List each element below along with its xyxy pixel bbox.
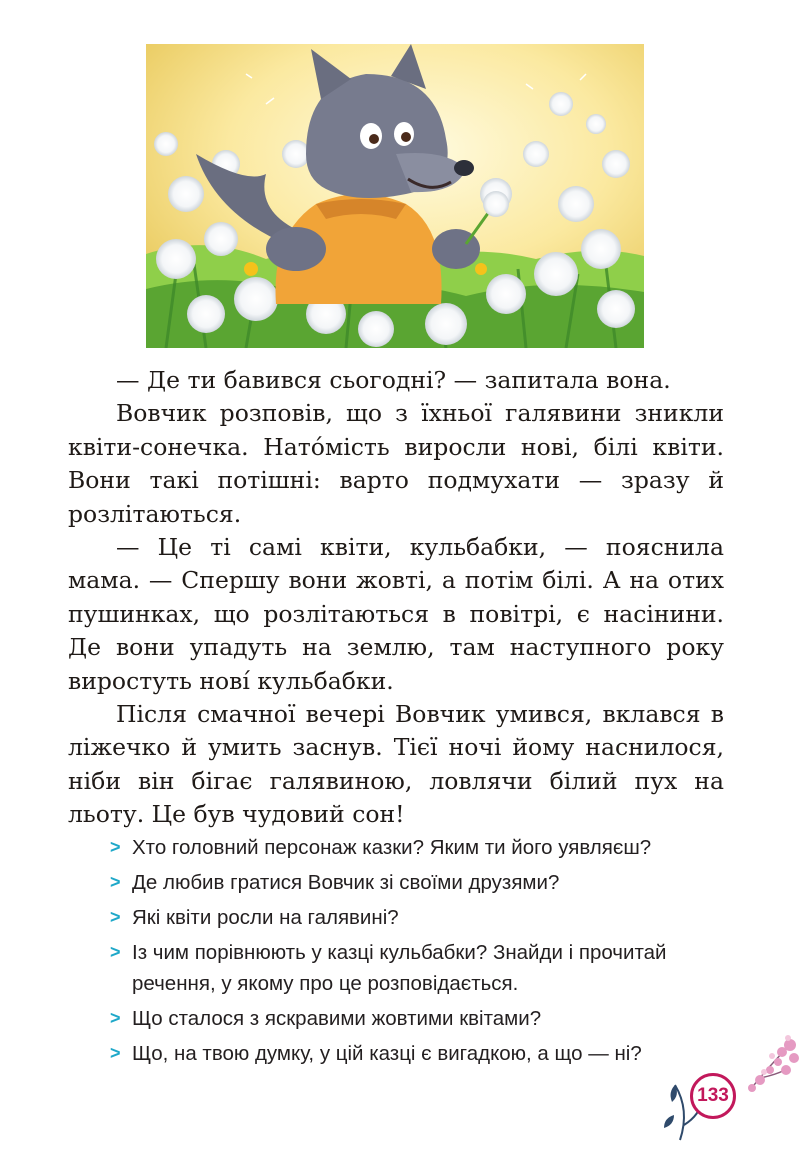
question-text: Які квіти росли на галявині? bbox=[132, 906, 399, 929]
story-text bbox=[68, 364, 724, 832]
story-paragraph: — Це ті самі квіти, кульбабки, — пояснила мама. — Спершу вони жовті, а потім білі. А на отих пушинках, що розлітаються в повітрі, є насінини. Де вони упадуть на землю, там наступного року виростуть нові́ кульбабки. bbox=[68, 533, 724, 695]
question-marker-icon: > bbox=[110, 1043, 121, 1063]
story-illustration bbox=[146, 44, 644, 348]
story-paragraph: Вовчик розповів, що з їхньої галявини зникли квіти-сонечка. Нато́мість виросли нові, білі квіти. Вони такі потішні: варто подмухати — зразу й розлітаються. bbox=[68, 399, 724, 528]
question-item bbox=[104, 902, 744, 933]
question-marker-icon: > bbox=[110, 837, 121, 857]
question-marker-icon: > bbox=[110, 942, 121, 962]
question-marker-icon: > bbox=[110, 907, 121, 927]
question-text: Що сталося з яскравими жовтими квітами? bbox=[132, 1007, 542, 1030]
question-item bbox=[104, 1038, 744, 1069]
question-marker-icon: > bbox=[110, 1008, 121, 1028]
page-number: 133 bbox=[690, 1073, 736, 1119]
story-paragraph: Після смачної вечері Вовчик умився, вклався в ліжечко й умить заснув. Тієї ночі йому наснилося, ніби він бігає галявиною, ловлячи білий пух на льоту. Це був чудовий сон! bbox=[68, 700, 724, 829]
question-text: Із чим порівнюють у казці кульбабки? Знайди і прочитай речення, у якому про це розповідається. bbox=[132, 941, 667, 995]
wolf-cub-in-dandelion-field-illustration bbox=[146, 44, 644, 348]
question-list bbox=[104, 832, 744, 1073]
question-marker-icon: > bbox=[110, 872, 121, 892]
question-text: Де любив гратися Вовчик зі своїми друзями? bbox=[132, 871, 560, 894]
question-item bbox=[104, 1003, 744, 1034]
question-text: Хто головний персонаж казки? Яким ти його уявляєш? bbox=[132, 836, 652, 859]
question-item bbox=[104, 832, 744, 863]
story-paragraph: — Де ти бавився сьогодні? — запитала вона. bbox=[116, 366, 671, 394]
question-item bbox=[104, 937, 744, 999]
question-item bbox=[104, 867, 744, 898]
question-text: Що, на твою думку, у цій казці є вигадкою, а що — ні? bbox=[132, 1042, 642, 1065]
